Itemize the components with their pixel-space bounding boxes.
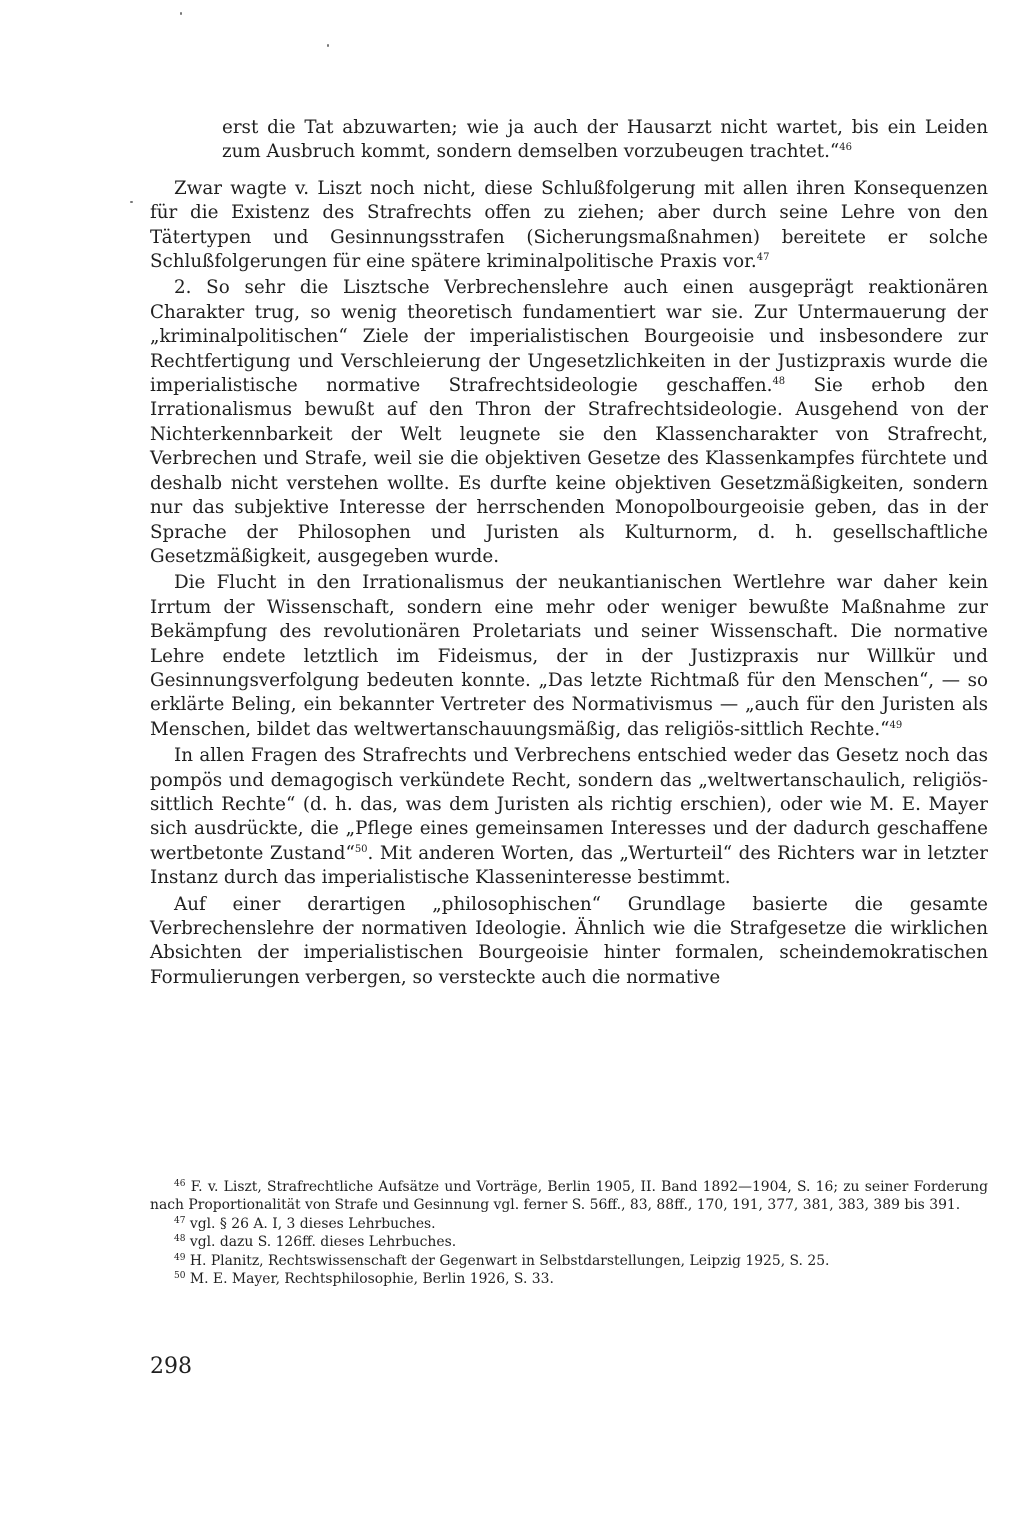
footnote-ref-48: 48: [772, 376, 786, 388]
text-segment: 2. So sehr die Lisztsche Verbrechenslehre auch einen ausgeprägt reaktionären Charakter trug, so wenig theoretisch fundamentiert war sie. Zur Untermauerung der „kriminalpolitischen“ Ziele der imperialistischen Bourgeoisie und insbesondere zur Rechtfertigung und Verschleierung der Ungesetzlichkeiten in der Justizpraxis wurde die imperialistische normative Strafrechtsideologie geschaffen.: [150, 277, 988, 397]
text-segment: Sie erhob den Irrationalismus bewußt auf den Thron der Strafrechtsideologie. Ausgehend von der Nichterkennbarkeit der Welt leugnete sie den Klassencharakter von Strafrecht, Verbrechen und Strafe, weil sie die objektiven Gesetze des Klassenkampfes fürchtete und deshalb nicht verstehen wollte. Es durfte keine objektiven Gesetzmäßigkeiten, sondern nur das subjektive Interesse der herrschenden Monopolbourgeoisie geben, das in der Sprache der Philosophen und Juristen als Kulturnorm, d. h. gesellschaftliche Gesetzmäßigkeit, ausgegeben wurde.: [150, 375, 988, 567]
footnote-text: M. E. Mayer, Rechtsphilosophie, Berlin 1926, S. 33.: [189, 1271, 554, 1288]
footnote-47: [150, 1215, 988, 1233]
footnote-number: 46: [174, 1179, 186, 1189]
footnote-text: H. Planitz, Rechtswissenschaft der Gegenwart in Selbstdarstellungen, Leipzig 1925, S. 25.: [189, 1252, 830, 1269]
footnote-number: 47: [174, 1215, 186, 1226]
body-paragraph: [150, 177, 988, 275]
footnote-46: [150, 1178, 988, 1215]
text-segment: Auf einer derartigen „philosophischen“ Grundlage basierte die gesamte Verbrechenslehre der normativen Ideologie. Ähnlich wie die Strafgesetze die wirklichen Absichten der imperialistischen Bourgeoisie hinter formalen, scheindemokratischen Formulierungen verbergen, so versteckte auch die normative: [150, 893, 988, 988]
footnote-ref-47: 47: [756, 252, 770, 264]
footnote-ref-50: 50: [354, 843, 368, 855]
main-text: [150, 116, 988, 990]
body-paragraph: [150, 893, 988, 991]
footnote-number: 50: [174, 1271, 186, 1282]
footnote-text: vgl. § 26 A. I, 3 dieses Lehrbuches.: [189, 1215, 436, 1232]
footnote-ref-46: 46: [839, 142, 852, 154]
text-segment: Zwar wagte v. Liszt noch nicht, diese Schlußfolgerung mit allen ihren Konsequenzen für die Existenz des Strafrechts offen zu ziehen; aber durch seine Lehre von den Tätertypen und Gesinnungsstrafen (Sicherungsmaßnahmen) bereitete er solche Schlußfolgerungen für eine spätere kriminalpolitische Praxis vor.: [150, 177, 988, 273]
footnote-ref-49: 49: [889, 719, 903, 731]
scan-speck: [180, 12, 182, 15]
footnote-number: 49: [174, 1252, 186, 1263]
page-number: 298: [150, 1354, 192, 1379]
quote-paragraph: [150, 116, 988, 165]
body-paragraph: [150, 276, 988, 569]
footnote-number: 48: [174, 1234, 186, 1245]
footnote-text: vgl. dazu S. 126ff. dieses Lehrbuches.: [189, 1234, 457, 1251]
text-segment: In allen Fragen des Strafrechts und Verbrechens entschied weder das Gesetz noch das pompös und demagogisch verkündete Recht, sondern das „weltwertanschaulich, religiös-sittlich Rechte“ (d. h. das, was dem Juristen als richtig erschien), oder wie M. E. Mayer sich ausdrückte, die „Pflege eines gemeinsamen Interesses und der dadurch geschaffene wertbetonte Zustand“: [150, 745, 988, 864]
body-paragraph: [150, 744, 988, 890]
text-segment: erst die Tat abzuwarten; wie ja auch der Hausarzt nicht wartet, bis ein Leiden zum Ausbruch kommt, sondern demselben vorzubeugen trachtet.“: [222, 117, 988, 163]
scan-speck: [327, 44, 329, 47]
footnotes: [150, 1178, 988, 1288]
footnote-49: [150, 1252, 988, 1270]
body-paragraph: [150, 571, 988, 742]
text-segment: . Mit anderen Worten, das „Werturteil“ des Richters war in letzter Instanz durch das imperialistische Klasseninteresse bestimmt.: [150, 842, 988, 889]
footnote-50: [150, 1270, 988, 1288]
scan-speck: [130, 201, 133, 203]
text-segment: Die Flucht in den Irrationalismus der neukantianischen Wertlehre war daher kein Irrtum der Wissenschaft, sondern eine mehr oder weniger bewußte Maßnahme zur Bekämpfung des revolutionären Proletariats und seiner Wissenschaft. Die normative Lehre endete letztlich im Fideismus, der in der Justizpraxis nur Willkür und Gesinnungsverfolgung bedeuten konnte. „Das letzte Richtmaß für den Menschen“, — so erklärte Beling, ein bekannter Vertreter des Normativismus — „auch für den Juristen als Menschen, bildet das weltwertanschauungsmäßig, das religiös-sittlich Rechte.“: [150, 572, 988, 740]
footnote-text: F. v. Liszt, Strafrechtliche Aufsätze und Vorträge, Berlin 1905, II. Band 1892—1904, S. 16; zu seiner Forderung nach Proportionalität von Strafe und Gesinnung vgl. ferner S. 56ff., 83, 88ff., 170, 191, 377, 381, 383, 389 bis 391.: [150, 1179, 988, 1214]
footnote-48: [150, 1233, 988, 1251]
